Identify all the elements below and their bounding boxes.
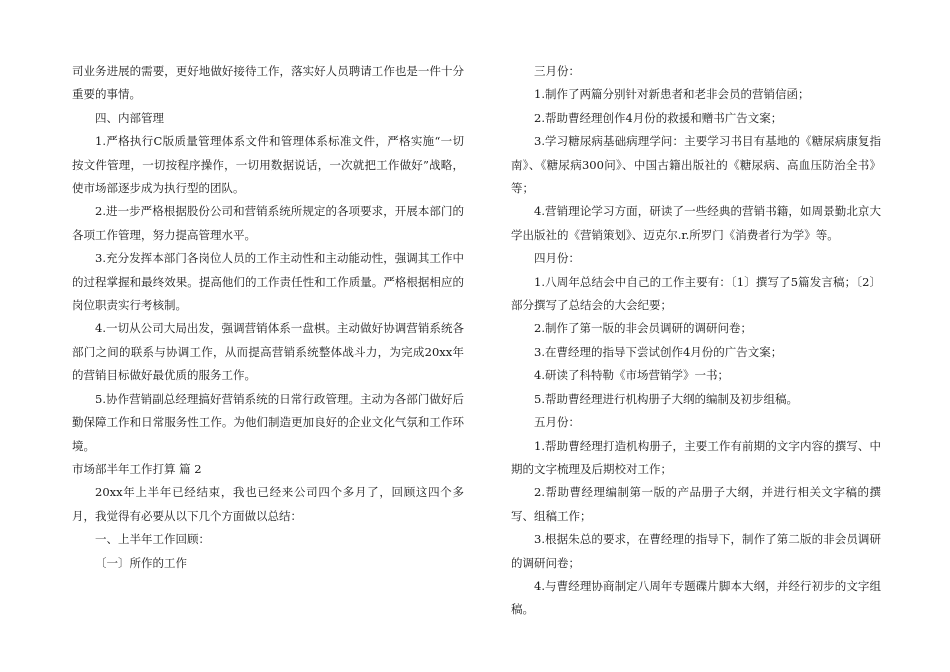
right-paragraph-8: 3.在曹经理的指导下尝试创作4月份的广告文案； [534, 344, 783, 359]
right-paragraph-4: 4.营销理论学习方面，研读了一些经典的营销书籍，如周景勤北京大学出版社的《营销策划》、迈克尔.r.所罗门《消费者行为学》等。 [511, 204, 881, 242]
left-paragraph-1: 四、内部管理 [95, 110, 164, 125]
right-paragraph-9: 4.研读了科特勒《市场营销学》一书； [534, 368, 729, 383]
left-paragraph-5: 4.一切从公司大局出发，强调营销体系一盘棋。主动做好协调营销系统各部门之间的联系与协调工作，从而提高营销系统整体战斗力，为完成20xx年的营销目标做好最优质的服务工作。 [72, 321, 464, 383]
right-paragraph-13: 2.帮助曹经理编制第一版的产品册子大纲，并进行相关文字稿的撰写、组稿工作； [511, 485, 881, 523]
left-paragraph-7: 市场部半年工作打算 篇 2 [72, 461, 202, 476]
right-paragraph-2: 2.帮助曹经理创作4月份的救援和赠书广告文案； [534, 110, 783, 125]
right-paragraph-12: 1.帮助曹经理打造机构册子，主要工作有前期的文字内容的撰写、中期的文字梳理及后期校对工作； [511, 438, 881, 476]
left-paragraph-10: 〔一〕所作的工作 [95, 555, 187, 570]
left-paragraph-8: 20xx年上半年已经结束，我也已经来公司四个多月了，回顾这四个多月，我觉得有必要从以下几个方面做以总结： [72, 485, 464, 523]
right-paragraph-3: 3.学习糖尿病基础病理学问：主要学习书目有基地的《糖尿病康复指南》、《糖尿病300问》、中国古籍出版社的《糖尿病、高血压防治全书》等； [511, 134, 881, 196]
right-paragraph-6: 1.八周年总结会中自己的工作主要有：〔1〕撰写了5篇发言稿；〔2〕部分撰写了总结会的大会纪要； [511, 274, 881, 313]
right-paragraph-11: 五月份： [534, 415, 580, 430]
right-paragraph-15: 4.与曹经理协商制定八周年专题碟片脚本大纲，并经行初步的文字组稿。 [511, 578, 881, 617]
left-paragraph-3: 2.进一步严格根据股份公司和营销系统所规定的各项要求，开展本部门的各项工作管理，努力提高管理水平。 [72, 204, 464, 242]
left-paragraph-0: 司业务进展的需要，更好地做好接待工作，落实好人员聘请工作也是一件十分重要的事情。 [72, 64, 464, 102]
left-paragraph-4: 3.充分发挥本部门各岗位人员的工作主动性和主动能动性，强调其工作中的过程掌握和最终效果。提高他们的工作责任性和工作质量。严格根据相应的岗位职责实行考核制。 [72, 251, 464, 313]
right-paragraph-5: 四月份： [534, 251, 580, 266]
right-column [511, 60, 881, 622]
right-paragraph-1: 1.制作了两篇分别针对新患者和老非会员的营销信函； [534, 87, 810, 102]
left-column [72, 60, 464, 575]
right-paragraph-10: 5.帮助曹经理进行机构册子大纲的编制及初步组稿。 [534, 391, 798, 406]
right-paragraph-7: 2.制作了第一版的非会员调研的调研问卷； [534, 321, 752, 336]
left-paragraph-6: 5.协作营销副总经理搞好营销系统的日常行政管理。主动为各部门做好后勤保障工作和日常服务性工作。为他们制造更加良好的企业文化气氛和工作环境。 [72, 391, 464, 453]
left-paragraph-9: 一、上半年工作回顾： [95, 532, 210, 547]
right-paragraph-0: 三月份： [534, 64, 580, 78]
right-paragraph-14: 3.根据朱总的要求，在曹经理的指导下，制作了第二版的非会员调研的调研问卷； [511, 532, 881, 570]
left-paragraph-2: 1.严格执行C版质量管理体系文件和管理体系标准文件，严格实施“一切按文件管理，一切按程序操作，一切用数据说话，一次就把工作做好”战略，使市场部逐步成为执行型的团队。 [72, 134, 464, 196]
